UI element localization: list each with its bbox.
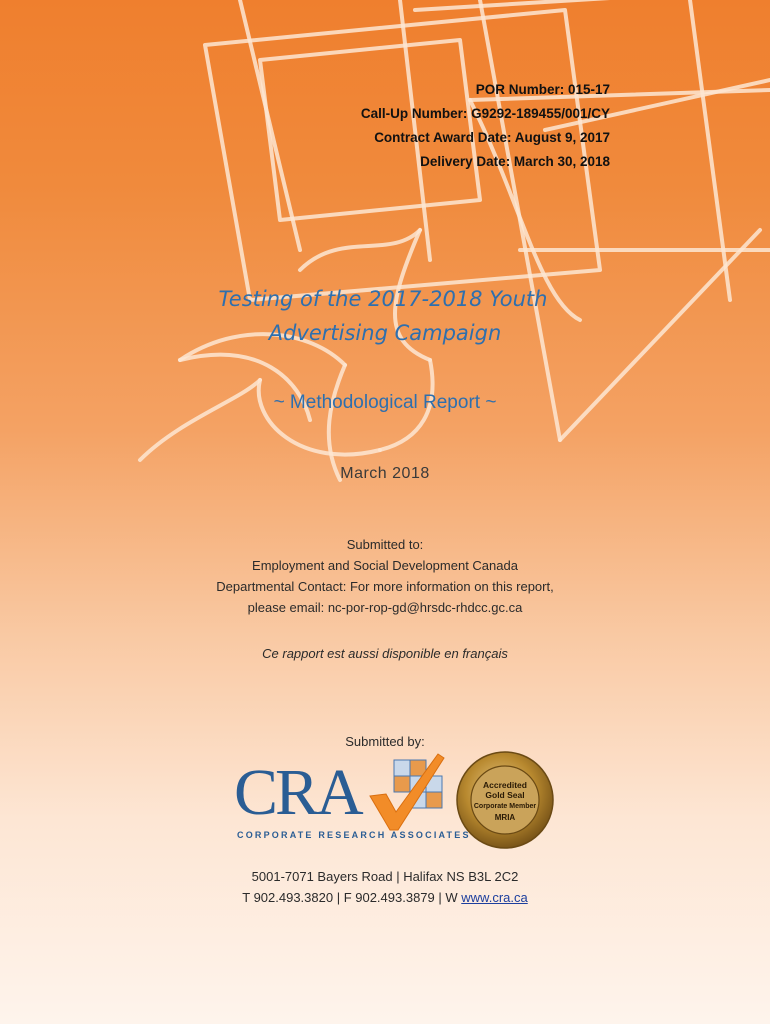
- report-subtitle: ~ Methodological Report ~: [273, 392, 497, 413]
- submitted-to-block: [0, 534, 770, 618]
- cra-logo-tagline: CORPORATE RESEARCH ASSOCIATES: [237, 830, 471, 840]
- seal-line-3: Corporate Member: [473, 803, 537, 810]
- gold-seal-badge: [455, 750, 555, 850]
- seal-line-2: Gold Seal: [485, 790, 525, 800]
- contact-email: please email: nc-por-rop-gd@hrsdc-rhdcc.gc.ca: [247, 600, 523, 615]
- seal-org: MRIA: [494, 813, 516, 822]
- cra-logo-wordmark: CRA: [234, 756, 361, 829]
- website-link[interactable]: www.cra.ca: [461, 890, 528, 905]
- report-title-line-1: Testing of the 2017-2018 Youth: [218, 287, 548, 311]
- submitted-by-label: Submitted by:: [345, 734, 425, 749]
- client-organization: Employment and Social Development Canada: [252, 558, 518, 573]
- phone-fax: T 902.493.3820 | F 902.493.3879 | W: [242, 890, 458, 905]
- checkmark-grid-icon: [362, 752, 452, 832]
- report-title-line-2: Advertising Campaign: [268, 321, 502, 345]
- address-block: [0, 866, 770, 908]
- report-metadata: [361, 78, 610, 174]
- por-number: POR Number: 015-17: [475, 82, 610, 97]
- contact-line: [0, 887, 770, 908]
- report-date: March 2018: [340, 465, 430, 482]
- seal-line-1: Accredited: [483, 780, 527, 790]
- contract-award-date: Contract Award Date: August 9, 2017: [374, 130, 610, 145]
- submitted-to-label: Submitted to:: [346, 537, 424, 552]
- delivery-date: Delivery Date: March 30, 2018: [420, 154, 610, 169]
- departmental-contact: Departmental Contact: For more information on this report,: [216, 579, 554, 594]
- street-address: 5001-7071 Bayers Road | Halifax NS B3L 2C2: [251, 869, 519, 884]
- callup-number: Call-Up Number: G9292-189455/001/CY: [360, 106, 610, 121]
- french-availability-note: Ce rapport est aussi disponible en français: [262, 646, 508, 661]
